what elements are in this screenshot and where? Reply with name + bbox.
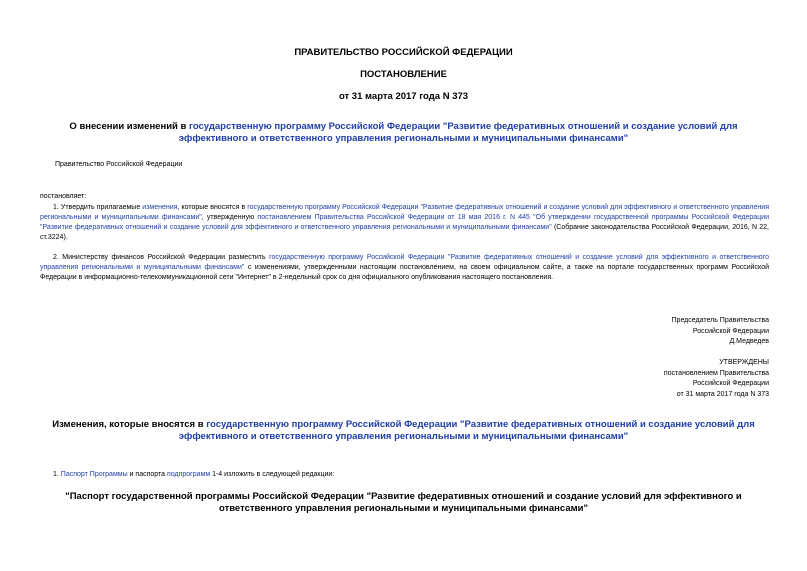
item-1-text-a: и паспорта — [127, 471, 167, 478]
changes-title-program-link[interactable]: государственную программу Российской Федерации "Развитие федеративных отношений и создание условий для эффективного и ответственного управления региональными и муниципальными финансами" — [178, 419, 755, 442]
approval-line-3: Российской Федерации — [692, 380, 769, 387]
resolves-text: постановляет: — [40, 193, 87, 200]
government-heading: ПРАВИТЕЛЬСТВО РОССИЙСКОЙ ФЕДЕРАЦИИ — [294, 47, 513, 58]
document-type: ПОСТАНОВЛЕНИЕ — [360, 69, 447, 80]
signature-country: Российской Федерации — [692, 327, 769, 335]
passport-title: "Паспорт государственной программы Российской Федерации "Развитие федеративных отношений и создание условий для эффективного и ответственного управления региональными и муниципальными финансами" — [65, 491, 742, 514]
document-date: от 31 марта 2017 года N 373 — [338, 91, 469, 102]
document-title — [50, 121, 757, 145]
signature-name: Д.Медведев — [729, 338, 769, 345]
approval-line-4: от 31 марта 2017 года N 373 — [676, 390, 769, 398]
p1-changes-link[interactable]: изменения — [142, 204, 178, 211]
signature-position: Председатель Правительства — [671, 317, 769, 324]
title-program-link[interactable]: государственную программу Российской Федерации "Развитие федеративных отношений и создание условий для эффективного и ответственного управления региональными и муниципальными финансами" — [178, 121, 738, 144]
title-prefix: О внесении изменений в — [69, 121, 190, 132]
item-1-subprograms-link[interactable]: подпрограмм — [166, 471, 211, 478]
intro-text: Правительство Российской Федерации — [55, 161, 183, 168]
p1-resolution-link[interactable]: постановлением Правительства Российской Федерации от 18 мая 2016 г. N 445 "Об утверждении государственной программы Российской Федерации "Развитие федеративных отношений и создание условий для эффективного и ответственного управления региональными и муниципальными финансами" — [40, 214, 769, 231]
p1-text-b: , которые вносятся в — [177, 204, 248, 211]
approval-title: УТВЕРЖДЕНЫ — [719, 359, 769, 366]
changes-title-prefix: Изменения, которые вносятся в — [52, 419, 207, 430]
changes-title — [35, 419, 772, 443]
p2-text-b: с изменениями, утвержденными настоящим постановлением, на своем официальном сайте, а также на портале государственных программ Российской Федерации в информационно-телекоммуникационной сети "Интернет" в 2-недельный срок со дня официального опубликования настоящего постановления. — [40, 264, 770, 281]
item-1-passport-link[interactable]: Паспорт Программы — [60, 471, 128, 478]
p2-text-a: 2. Министерству финансов Российской Федерации разместить — [53, 254, 270, 261]
item-1-text-b: 1-4 изложить в следующей редакции: — [210, 471, 335, 478]
item-1-number: 1. — [53, 471, 61, 478]
approval-line-2: постановлением Правительства — [663, 369, 769, 377]
signature-block — [672, 316, 769, 348]
p1-text-d: (Собрание законодательства Российской Федерации, 2016, N 22, ст.3224). — [40, 224, 770, 241]
approval-block — [664, 358, 769, 400]
item-1 — [53, 470, 334, 480]
paragraph-2 — [40, 253, 769, 283]
p1-program-link[interactable]: государственную программу Российской Федерации "Развитие федеративных отношений и создание условий для эффективного и ответственного управления региональными и муниципальными финансами" — [40, 204, 769, 221]
p1-text-a: 1. Утвердить прилагаемые — [53, 204, 143, 211]
paragraph-1 — [40, 203, 769, 243]
p2-program-link[interactable]: государственную программу Российской Федерации "Развитие федеративных отношений и создание условий для эффективного и ответственного управления региональными и муниципальными финансами" — [40, 254, 769, 271]
p1-text-c: , утвержденную — [201, 214, 258, 221]
